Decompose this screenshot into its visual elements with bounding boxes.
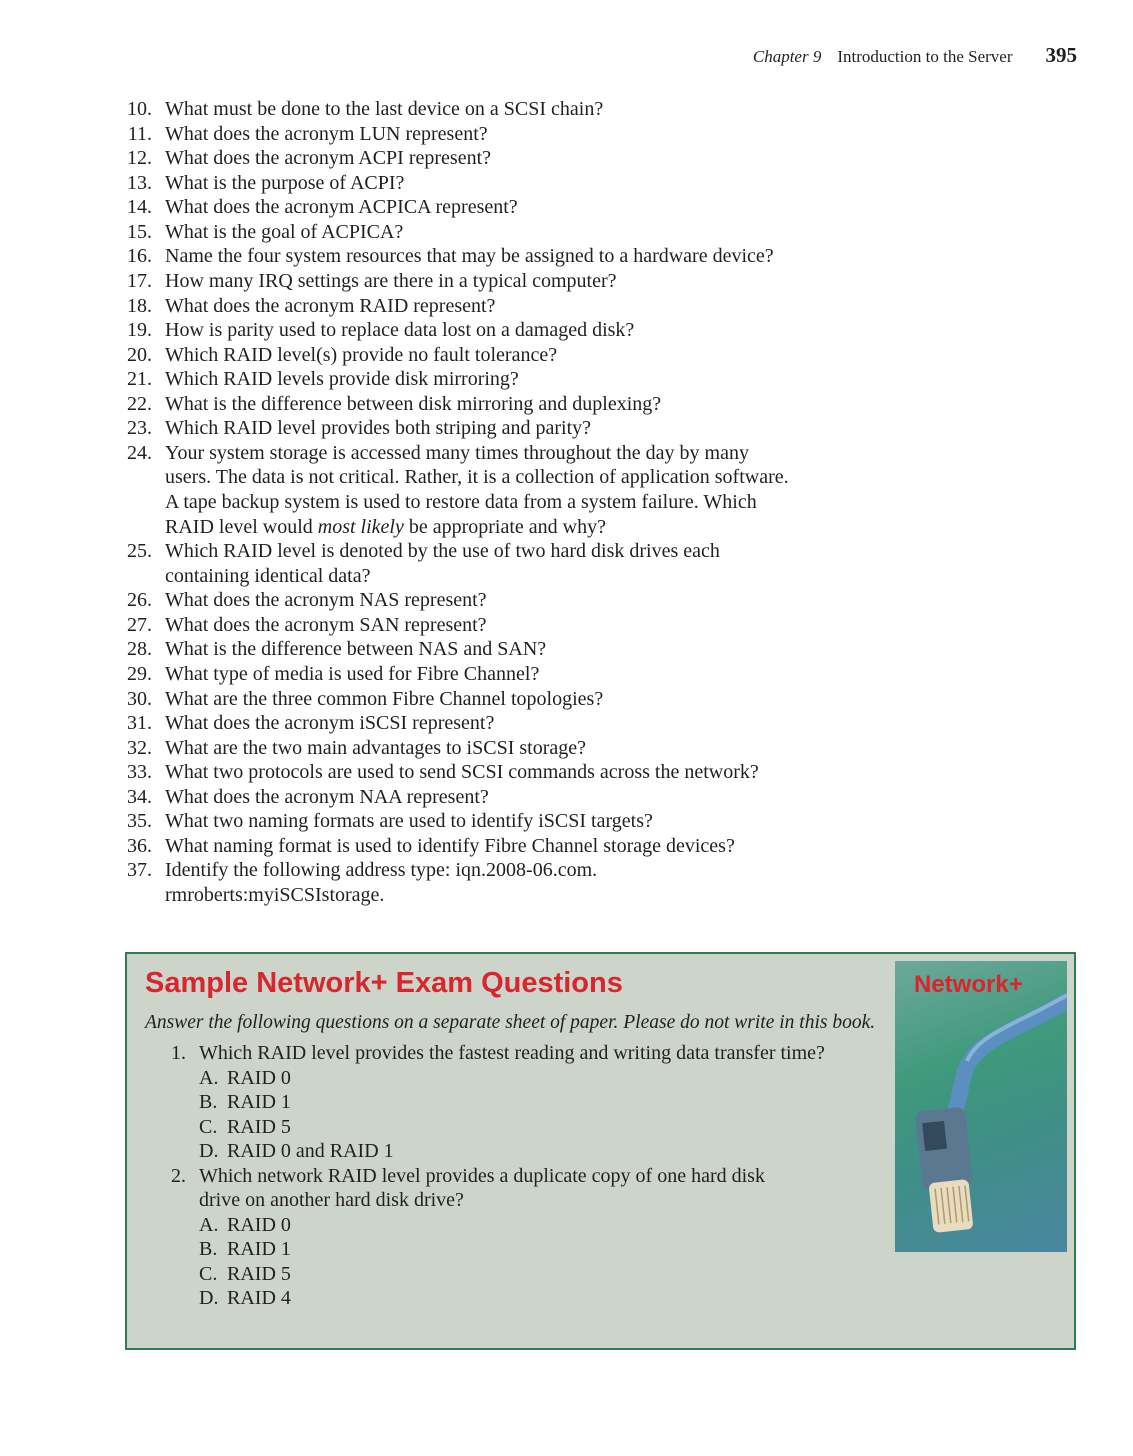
- question-text: [165, 760, 759, 785]
- question-item: [110, 171, 1010, 196]
- question-number: 10.: [127, 98, 152, 120]
- question-item: [110, 441, 1010, 539]
- question-number: 35.: [127, 810, 152, 833]
- question-number: 15.: [127, 220, 152, 243]
- option-letter: D.: [199, 1287, 219, 1309]
- question-line: What does the acronym NAA represent?: [165, 785, 489, 808]
- question-line: What does the acronym ACPICA represent?: [165, 196, 518, 219]
- question-number: 28.: [127, 638, 152, 661]
- question-line: What does the acronym LUN represent?: [165, 122, 488, 145]
- exam-question-number: 2.: [171, 1164, 186, 1187]
- question-number: 21.: [127, 368, 152, 391]
- question-number: 37.: [127, 859, 152, 882]
- question-text: [165, 736, 586, 761]
- question-item: [110, 244, 1010, 269]
- question-line: What does the acronym RAID represent?: [165, 294, 496, 317]
- answer-option: [199, 1066, 825, 1091]
- emphasis-text: most likely: [317, 515, 404, 538]
- question-item: [110, 809, 1010, 834]
- question-line: How is parity used to replace data lost on a damaged disk?: [165, 319, 635, 342]
- question-line: How many IRQ settings are there in a typical computer?: [165, 269, 617, 292]
- question-item: [110, 588, 1010, 613]
- exam-question-body: [199, 1041, 825, 1164]
- question-text: [165, 294, 495, 319]
- answer-option: [199, 1237, 765, 1262]
- question-number: 33.: [127, 761, 152, 784]
- question-line: [165, 515, 789, 540]
- option-text: RAID 0: [227, 1213, 291, 1236]
- option-text: RAID 0: [227, 1066, 291, 1089]
- question-number: 36.: [127, 834, 152, 857]
- question-line: What is the difference between disk mirroring and duplexing?: [165, 392, 662, 415]
- question-item: [110, 687, 1010, 712]
- chapter-label: Chapter 9: [752, 47, 822, 66]
- option-text: RAID 0 and RAID 1: [227, 1140, 394, 1162]
- option-letter: C.: [199, 1262, 218, 1285]
- question-line: What are the two main advantages to iSCSI storage?: [165, 736, 586, 759]
- question-number: 19.: [127, 319, 152, 342]
- question-item: [110, 834, 1010, 859]
- answer-option: [199, 1262, 765, 1287]
- question-item: [110, 367, 1010, 392]
- exam-instructions: Answer the following questions on a separate sheet of paper. Please do not write in this book.: [145, 1012, 876, 1033]
- question-text: [165, 269, 617, 294]
- sample-exam-box: [125, 952, 1076, 1350]
- question-item: [110, 392, 1010, 417]
- answer-option: [199, 1286, 765, 1311]
- question-line: What does the acronym NAS represent?: [165, 589, 487, 612]
- question-line: Which RAID levels provide disk mirroring?: [165, 368, 519, 391]
- ethernet-cable-icon: [895, 961, 1067, 1252]
- question-item: [110, 294, 1010, 319]
- question-item: [110, 858, 1010, 907]
- question-number: 22.: [127, 392, 152, 415]
- option-letter: A.: [199, 1066, 219, 1089]
- exam-box-title: Sample Network+ Exam Questions: [145, 967, 623, 999]
- question-item: [110, 416, 1010, 441]
- question-number: 20.: [127, 343, 152, 366]
- question-line: What is the purpose of ACPI?: [165, 171, 405, 194]
- question-number: 11.: [127, 122, 152, 145]
- question-line: What must be done to the last device on a SCSI chain?: [165, 98, 604, 120]
- question-item: [110, 539, 1010, 588]
- question-number: 31.: [127, 712, 152, 735]
- question-item: [110, 220, 1010, 245]
- question-text: [165, 711, 494, 736]
- question-line: containing identical data?: [165, 564, 371, 587]
- option-text: RAID 1: [227, 1091, 291, 1113]
- exam-question-line: drive on another hard disk drive?: [199, 1189, 464, 1211]
- question-text: [165, 662, 539, 687]
- question-item: [110, 146, 1010, 171]
- option-text: RAID 4: [227, 1287, 291, 1309]
- question-line: What does the acronym SAN represent?: [165, 613, 487, 636]
- question-number: 23.: [127, 417, 152, 440]
- question-text: [165, 392, 661, 417]
- question-line: What naming format is used to identify Fibre Channel storage devices?: [165, 834, 735, 857]
- question-number: 17.: [127, 269, 152, 292]
- question-item: [110, 122, 1010, 147]
- question-number: 32.: [127, 736, 152, 759]
- question-item: [110, 318, 1010, 343]
- question-text: [165, 244, 774, 269]
- question-number: 27.: [127, 613, 152, 636]
- network-plus-logo-text: Network+: [914, 971, 1023, 998]
- question-item: [110, 195, 1010, 220]
- review-questions-list: [110, 97, 1010, 908]
- question-line: What are the three common Fibre Channel topologies?: [165, 687, 604, 710]
- question-line: Name the four system resources that may be assigned to a hardware device?: [165, 245, 774, 268]
- question-text: [165, 687, 603, 712]
- exam-question-line: Which network RAID level provides a duplicate copy of one hard disk: [199, 1164, 765, 1187]
- exam-question: [145, 1041, 825, 1164]
- question-line: rmroberts:myiSCSIstorage.: [165, 884, 385, 906]
- question-text: [165, 785, 489, 810]
- question-item: [110, 760, 1010, 785]
- question-text: [165, 588, 487, 613]
- question-number: 26.: [127, 589, 152, 612]
- question-item: [110, 343, 1010, 368]
- question-text: [165, 220, 403, 245]
- question-text: [165, 195, 518, 220]
- question-line: What does the acronym iSCSI represent?: [165, 712, 495, 735]
- question-number: 25.: [127, 540, 152, 563]
- answer-option: [199, 1139, 825, 1164]
- question-item: [110, 785, 1010, 810]
- question-line: What is the goal of ACPICA?: [165, 220, 404, 243]
- question-number: 24.: [127, 441, 152, 464]
- question-line: Your system storage is accessed many times throughout the day by many: [165, 441, 749, 464]
- question-item: [110, 97, 1010, 122]
- question-item: [110, 711, 1010, 736]
- option-letter: D.: [199, 1140, 219, 1162]
- question-line: What is the difference between NAS and SAN?: [165, 638, 547, 661]
- question-text: [165, 858, 597, 907]
- question-line: A tape backup system is used to restore data from a system failure. Which: [165, 491, 757, 513]
- question-text: [165, 97, 603, 122]
- exam-question-number: 1.: [171, 1042, 186, 1064]
- question-text-segment: be appropriate and why?: [403, 515, 606, 538]
- question-text: [165, 367, 519, 392]
- question-text: [165, 146, 491, 171]
- question-text: [165, 122, 488, 147]
- question-item: [110, 662, 1010, 687]
- question-item: [110, 613, 1010, 638]
- page-number: 395: [1045, 43, 1077, 67]
- exam-questions-list: [145, 1041, 825, 1311]
- question-text: [165, 613, 487, 638]
- question-line: What does the acronym ACPI represent?: [165, 147, 492, 170]
- question-line: users. The data is not critical. Rather, it is a collection of application software.: [165, 466, 789, 489]
- question-line: Which RAID level provides both striping and parity?: [165, 417, 592, 440]
- exam-question-line: Which RAID level provides the fastest reading and writing data transfer time?: [199, 1042, 825, 1064]
- question-number: 18.: [127, 294, 152, 317]
- question-line: Identify the following address type: iqn.2008-06.com.: [165, 859, 598, 882]
- question-text: [165, 441, 789, 539]
- question-text: [165, 809, 653, 834]
- option-text: RAID 5: [227, 1115, 291, 1138]
- option-text: RAID 5: [227, 1262, 291, 1285]
- question-text: [165, 343, 557, 368]
- question-number: 13.: [127, 171, 152, 194]
- question-text: [165, 637, 546, 662]
- question-text: [165, 416, 591, 441]
- question-line: What type of media is used for Fibre Channel?: [165, 662, 540, 685]
- question-line: What two naming formats are used to identify iSCSI targets?: [165, 810, 653, 833]
- exam-question: [145, 1164, 825, 1311]
- answer-option: [199, 1213, 765, 1238]
- exam-question-body: [199, 1164, 765, 1311]
- question-line: Which RAID level(s) provide no fault tolerance?: [165, 343, 558, 366]
- question-line: What two protocols are used to send SCSI commands across the network?: [165, 761, 759, 784]
- question-number: 16.: [127, 245, 152, 268]
- question-text-segment: RAID level would: [165, 515, 318, 538]
- question-number: 12.: [127, 147, 152, 170]
- question-item: [110, 637, 1010, 662]
- question-text: [165, 834, 735, 859]
- question-text: [165, 539, 720, 588]
- question-line: Which RAID level is denoted by the use of two hard disk drives each: [165, 540, 720, 563]
- question-number: 30.: [127, 687, 152, 710]
- question-text: [165, 171, 404, 196]
- question-number: 14.: [127, 196, 152, 219]
- running-header: [753, 43, 1077, 68]
- option-letter: A.: [199, 1213, 219, 1236]
- answer-option: [199, 1090, 825, 1115]
- answer-option: [199, 1115, 825, 1140]
- question-item: [110, 736, 1010, 761]
- chapter-title: Introduction to the Server: [837, 47, 1013, 66]
- option-text: RAID 1: [227, 1238, 291, 1260]
- network-cable-image: [895, 961, 1067, 1252]
- option-letter: B.: [199, 1238, 218, 1260]
- question-number: 29.: [127, 662, 152, 685]
- question-text: [165, 318, 634, 343]
- option-letter: B.: [199, 1091, 218, 1113]
- question-item: [110, 269, 1010, 294]
- option-letter: C.: [199, 1115, 218, 1138]
- question-number: 34.: [127, 785, 152, 808]
